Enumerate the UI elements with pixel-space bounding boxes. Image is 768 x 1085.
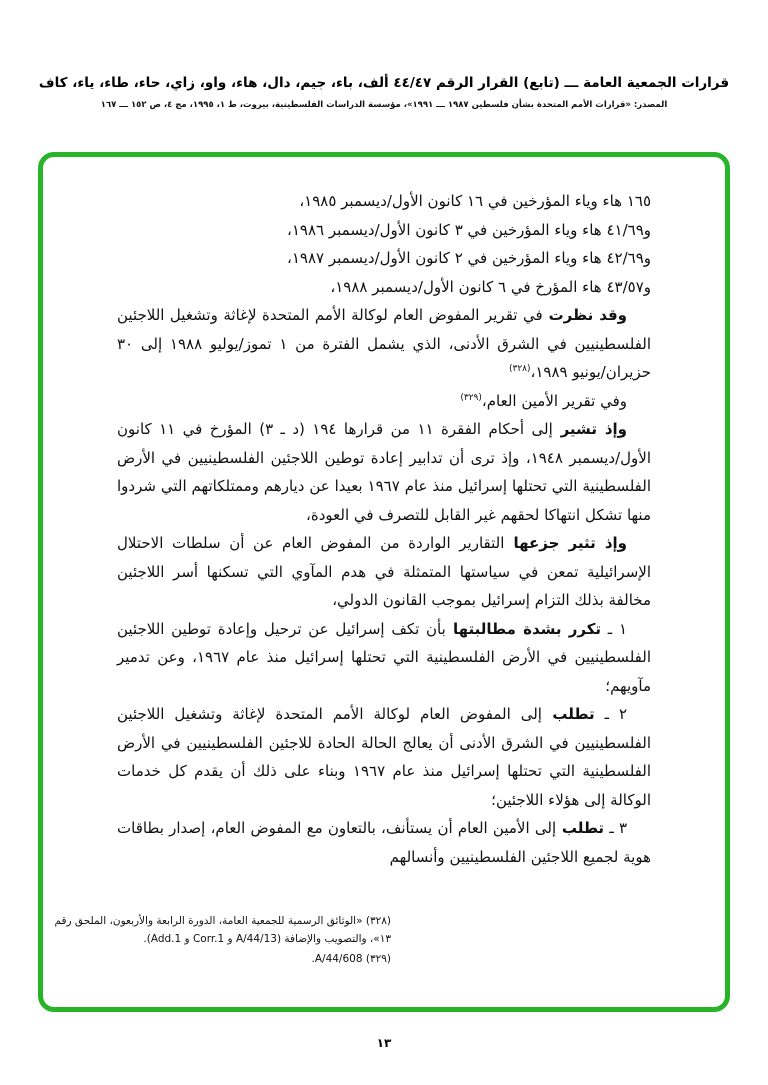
line-text: و٤١/٦٩ هاء وياء المؤرخين في ٣ كانون الأول/ديسمبر ١٩٨٦، [287, 220, 651, 239]
footnotes-section [43, 913, 391, 969]
body-line [117, 273, 651, 302]
footnote-text: «الوثائق الرسمية للجمعية العامة، الدورة الرابعة والأربعون، الملحق رقم ١٣»، والتصويب والإضافة (A/44/13 و Corr.1 و Add.1). [54, 915, 391, 945]
footnote-marker-329: (٣٢٩) [460, 392, 482, 403]
page-number: ١٣ [376, 1036, 392, 1050]
paragraph-lead: تطلب [541, 705, 595, 723]
paragraph-lead: تطلب [556, 819, 605, 837]
paragraph-lead: وإذ تشير [552, 420, 627, 438]
paragraph-lead: وقد نظرت [542, 306, 628, 324]
paragraph-number: ١ ـ [601, 619, 627, 638]
document-body [43, 157, 725, 871]
paragraph-text: وفي تقرير الأمين العام، [481, 391, 627, 410]
footnote-number: (٣٢٨) [365, 915, 391, 927]
body-paragraph [117, 814, 651, 871]
paragraph-lead: وإذ تثير جزعها [504, 534, 627, 552]
body-paragraph [117, 301, 651, 387]
body-line [117, 187, 651, 216]
page-header [0, 0, 768, 110]
paragraph-text: التقارير الواردة من المفوض العام عن أن سلطات الاحتلال الإسرائيلية تمعن في سياستها المتمثلة في هدم المآوي التي تسكنها أسر اللاجئين مخالفة بذلك التزام إسرائيل بموجب القانون الدولي، [117, 534, 651, 609]
paragraph-number: ٣ ـ [604, 819, 628, 837]
line-text: و٤٢/٦٩ هاء وياء المؤرخين في ٢ كانون الأول/ديسمبر ١٩٨٧، [287, 249, 651, 267]
line-text: و٤٣/٥٧ هاء المؤرخ في ٦ كانون الأول/ديسمبر ١٩٨٨، [330, 277, 651, 296]
body-line [117, 216, 651, 245]
body-paragraph [117, 615, 651, 701]
body-line [117, 244, 651, 273]
line-text: ١٦٥ هاء وياء المؤرخين في ١٦ كانون الأول/ديسمبر ١٩٨٥، [299, 192, 651, 210]
highlight-box [38, 152, 730, 1012]
footnote-329 [43, 951, 391, 969]
paragraph-number: ٢ ـ [594, 705, 628, 723]
body-paragraph [117, 387, 651, 416]
paragraph-text: بأن تكف إسرائيل عن ترحيل وإعادة توطين اللاجئين الفلسطينيين في الأرض الفلسطينية التي تحتلها إسرائيل منذ عام ١٩٦٧، وعن تدمير مآويهم؛ [117, 619, 651, 695]
footnote-text: A/44/608. [311, 952, 366, 965]
header-source: المصدر: «قرارات الأمم المتحدة بشأن فلسطين ١٩٨٧ ـــ ١٩٩١»، مؤسسة الدراسات الفلسطينية، بيروت، ط ١، ١٩٩٥، مج ٤، ص ١٥٢ ـــ ١٦٧ [100, 99, 668, 110]
paragraph-text: إلى المفوض العام لوكالة الأمم المتحدة لإغاثة وتشغيل اللاجئين الفلسطينيين في الشرق الأدنى أن يعالج الحالة الحادة للاجئين الفلسطينيين في الأرض الفلسطينية التي تحتلها إسرائيل منذ عام ١٩٦٧ وبناء على ذلك أن يقدم كل خدمات الوكالة إلى هؤلاء اللاجئين؛ [117, 705, 652, 809]
header-title: قرارات الجمعية العامة ـــ (تابع) القرار الرقم ٤٤/٤٧ ألف، باء، جيم، دال، هاء، واو، زاي، حاء، طاء، ياء، كاف [38, 75, 730, 91]
body-paragraph [117, 415, 651, 529]
footnote-328 [43, 913, 391, 949]
paragraph-text: إلى أحكام الفقرة ١١ من قرارها ١٩٤ (د ـ ٣) المؤرخ في ١١ كانون الأول/ديسمبر ١٩٤٨، وإذ ترى أن تدابير إعادة توطين اللاجئين الفلسطينيين في الأرض الفلسطينية التي تحتلها إسرائيل منذ عام ١٩٦٧ بعيدا عن ديارهم وممتلكاتهم التي شردوا منها تشكل انتهاكا لحقهم غير القابل للتصرف في العودة، [117, 420, 651, 524]
footnote-number: (٣٢٩) [365, 952, 391, 965]
body-paragraph [117, 529, 651, 615]
footnote-marker-328: (٣٢٨) [508, 364, 531, 374]
paragraph-text: إلى الأمين العام أن يستأنف، بالتعاون مع المفوض العام، إصدار بطاقات هوية لجميع اللاجئين الفلسطينيين وأنسالهم [117, 819, 651, 866]
paragraph-lead: تكرر بشدة مطالبتها [445, 619, 602, 638]
paragraph-text: في تقرير المفوض العام لوكالة الأمم المتحدة لإغاثة وتشغيل اللاجئين الفلسطينيين في الشرق الأدنى، الذي يشمل الفترة من ١ تموز/يوليو ١٩٨٨ إلى ٣٠ حزيران/يونيو ١٩٨٩، [117, 306, 652, 381]
body-paragraph [117, 700, 651, 814]
